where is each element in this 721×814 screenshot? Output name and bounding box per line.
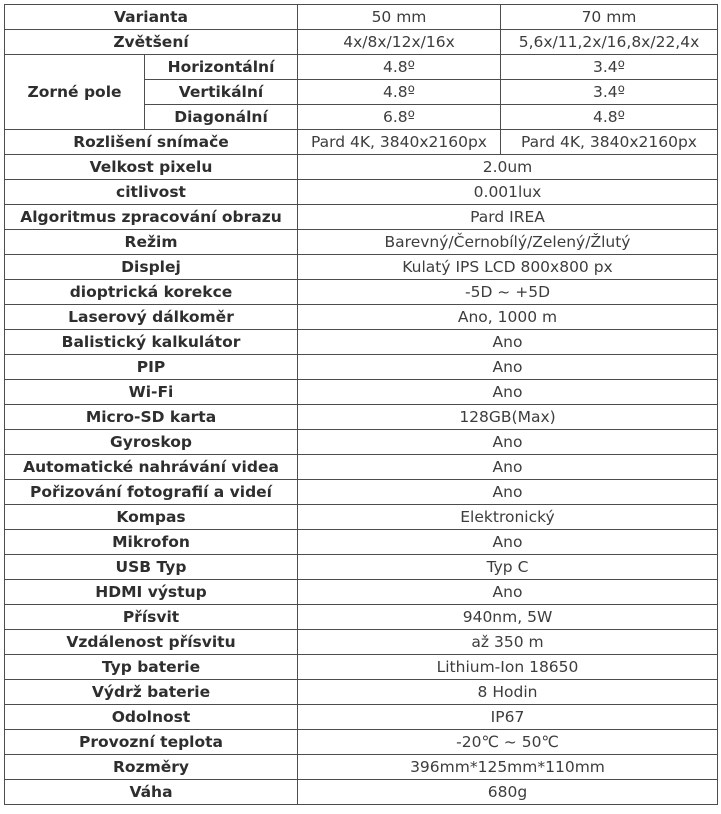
table-row xyxy=(5,380,718,405)
row-value: Ano xyxy=(298,330,718,355)
row-label: Displej xyxy=(5,255,298,280)
row-label: Rozměry xyxy=(5,755,298,780)
row-value: Pard IREA xyxy=(298,205,718,230)
table-row xyxy=(5,555,718,580)
row-value: IP67 xyxy=(298,705,718,730)
fov-sub-label: Diagonální xyxy=(145,105,298,130)
fov-sub-label: Horizontální xyxy=(145,55,298,80)
row-label: Odolnost xyxy=(5,705,298,730)
table-row xyxy=(5,55,718,80)
row-label: HDMI výstup xyxy=(5,580,298,605)
row-label: Váha xyxy=(5,780,298,805)
table-row xyxy=(5,355,718,380)
table-row xyxy=(5,180,718,205)
table-row xyxy=(5,455,718,480)
row-label: Micro-SD karta xyxy=(5,405,298,430)
row-value: Ano, 1000 m xyxy=(298,305,718,330)
row-label: Velkost pixelu xyxy=(5,155,298,180)
table-row xyxy=(5,280,718,305)
row-label: Přísvit xyxy=(5,605,298,630)
table-row xyxy=(5,155,718,180)
table-row xyxy=(5,730,718,755)
row-label: Výdrž baterie xyxy=(5,680,298,705)
table-row xyxy=(5,430,718,455)
row-value: 8 Hodin xyxy=(298,680,718,705)
sensor-70mm: Pard 4K, 3840x2160px xyxy=(501,130,718,155)
fov-70mm: 3.4º xyxy=(501,80,718,105)
table-row xyxy=(5,580,718,605)
table-row xyxy=(5,230,718,255)
table-row xyxy=(5,405,718,430)
row-value: 128GB(Max) xyxy=(298,405,718,430)
table-row xyxy=(5,330,718,355)
table-row xyxy=(5,205,718,230)
field-of-view-label: Zorné pole xyxy=(5,55,145,130)
row-label: Wi-Fi xyxy=(5,380,298,405)
row-value: Ano xyxy=(298,580,718,605)
row-value: 396mm*125mm*110mm xyxy=(298,755,718,780)
row-value: Ano xyxy=(298,430,718,455)
row-value: Elektronický xyxy=(298,505,718,530)
row-label: Algoritmus zpracování obrazu xyxy=(5,205,298,230)
row-label: Laserový dálkoměr xyxy=(5,305,298,330)
fov-50mm: 6.8º xyxy=(298,105,501,130)
table-row xyxy=(5,605,718,630)
row-label: Balistický kalkulátor xyxy=(5,330,298,355)
row-label: PIP xyxy=(5,355,298,380)
row-label: Režim xyxy=(5,230,298,255)
spec-table xyxy=(4,4,718,805)
table-row xyxy=(5,130,718,155)
table-row xyxy=(5,655,718,680)
row-value: Lithium-Ion 18650 xyxy=(298,655,718,680)
table-row xyxy=(5,5,718,30)
table-row xyxy=(5,755,718,780)
table-row xyxy=(5,680,718,705)
row-value: Ano xyxy=(298,530,718,555)
row-value: 2.0um xyxy=(298,155,718,180)
table-row xyxy=(5,30,718,55)
table-row xyxy=(5,530,718,555)
spec-table-body xyxy=(5,5,718,805)
row-value: 0.001lux xyxy=(298,180,718,205)
row-value: Kulatý IPS LCD 800x800 px xyxy=(298,255,718,280)
row-value: Barevný/Černobílý/Zelený/Žlutý xyxy=(298,230,718,255)
row-value: 940nm, 5W xyxy=(298,605,718,630)
row-value: 680g xyxy=(298,780,718,805)
row-label: Kompas xyxy=(5,505,298,530)
table-row xyxy=(5,305,718,330)
table-row xyxy=(5,480,718,505)
fov-sub-label: Vertikální xyxy=(145,80,298,105)
row-label: USB Typ xyxy=(5,555,298,580)
row-label: Zvětšení xyxy=(5,30,298,55)
row-label: citlivost xyxy=(5,180,298,205)
row-value: -20℃ ~ 50℃ xyxy=(298,730,718,755)
row-value: Ano xyxy=(298,455,718,480)
fov-70mm: 4.8º xyxy=(501,105,718,130)
row-label: Typ baterie xyxy=(5,655,298,680)
row-label: Varianta xyxy=(5,5,298,30)
table-row xyxy=(5,705,718,730)
zoom-70mm: 5,6x/11,2x/16,8x/22,4x xyxy=(501,30,718,55)
row-label: Provozní teplota xyxy=(5,730,298,755)
table-row xyxy=(5,630,718,655)
row-value: Typ C xyxy=(298,555,718,580)
row-label: Pořizování fotografií a videí xyxy=(5,480,298,505)
row-label: Gyroskop xyxy=(5,430,298,455)
table-row xyxy=(5,255,718,280)
row-label: dioptrická korekce xyxy=(5,280,298,305)
row-value: až 350 m xyxy=(298,630,718,655)
row-value: Ano xyxy=(298,355,718,380)
row-label: Automatické nahrávání videa xyxy=(5,455,298,480)
row-value: Ano xyxy=(298,480,718,505)
fov-50mm: 4.8º xyxy=(298,80,501,105)
row-label: Rozlišení snímače xyxy=(5,130,298,155)
fov-50mm: 4.8º xyxy=(298,55,501,80)
variant-70mm: 70 mm xyxy=(501,5,718,30)
row-value: -5D ~ +5D xyxy=(298,280,718,305)
fov-70mm: 3.4º xyxy=(501,55,718,80)
row-label: Mikrofon xyxy=(5,530,298,555)
table-row xyxy=(5,505,718,530)
table-row xyxy=(5,780,718,805)
variant-50mm: 50 mm xyxy=(298,5,501,30)
zoom-50mm: 4x/8x/12x/16x xyxy=(298,30,501,55)
row-value: Ano xyxy=(298,380,718,405)
sensor-50mm: Pard 4K, 3840x2160px xyxy=(298,130,501,155)
row-label: Vzdálenost přísvitu xyxy=(5,630,298,655)
